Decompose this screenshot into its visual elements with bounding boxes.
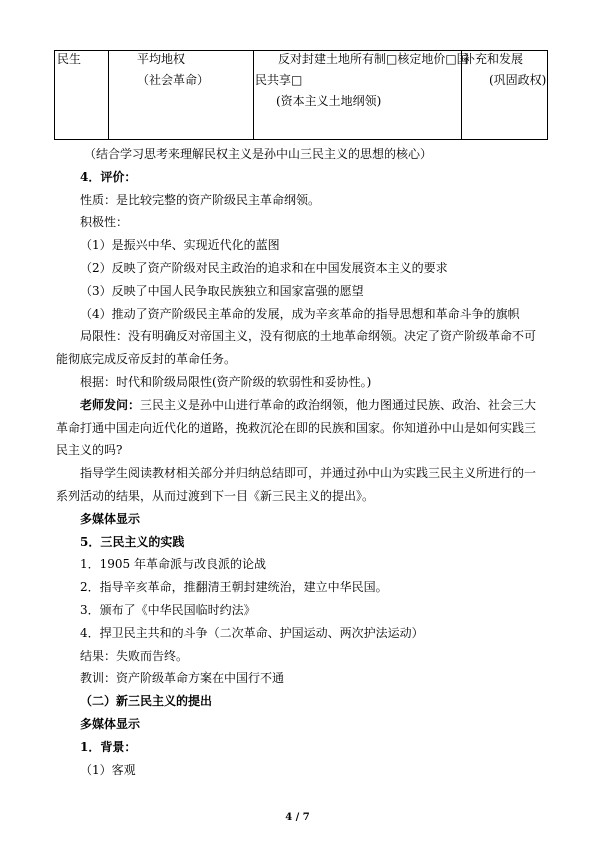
comparison-table [54, 50, 548, 140]
paragraph: 教训：资产阶级革命方案在中国行不通 [80, 671, 285, 685]
multimedia-label: 多媒体显示 [80, 717, 141, 731]
table-cell-relation [462, 51, 548, 140]
multimedia-label: 多媒体显示 [80, 512, 141, 526]
paragraph: 局限性：没有明确反对帝国主义，没有彻底的土地革命纲领。决定了资产阶级革命不可 [80, 329, 537, 343]
note-text: （结合学习思考来理解民权主义是孙中山三民主义的思想的核心） [84, 147, 433, 161]
cell-text: 民共享□ [255, 73, 303, 87]
paragraph: 民主义的吗? [56, 443, 123, 457]
list-item: 3．颁布了《中华民国临时约法》 [80, 603, 256, 617]
teacher-question-text: 三民主义是孙中山进行革命的政治纲领，他力图通过民族、政治、社会三大 [140, 398, 537, 412]
list-item: 1．1905 年革命派与改良派的论战 [80, 557, 266, 571]
cell-text: （社会革命） [137, 73, 210, 87]
list-item: 4．捍卫民主共和的斗争（二次革命、护国运动、两次护法运动） [80, 626, 424, 640]
list-item: （1）客观 [80, 763, 136, 777]
cell-text: 民生 [57, 52, 82, 66]
table-cell-program [254, 51, 469, 140]
paragraph: 积极性： [80, 215, 129, 229]
heading-background: 1．背景： [80, 740, 137, 754]
paragraph: 革命打通中国走向近代化的道路，挽救沉沦在即的民族和国家。你知道孙中山是如何实践三 [56, 421, 537, 435]
list-item: （2）反映了资产阶级对民主政治的追求和在中国发展资本主义的要求 [80, 261, 448, 275]
list-item: （3）反映了中国人民争取民族独立和国家富强的愿望 [80, 284, 364, 298]
table-row [55, 51, 548, 140]
teacher-question-label: 老师发问： [80, 398, 141, 412]
heading-evaluation: 4．评价： [80, 170, 137, 184]
list-item: （4）推动了资产阶级民主革命的发展，成为辛亥革命的指导思想和革命斗争的旗帜 [80, 307, 520, 321]
list-item: 2．指导辛亥革命，推翻清王朝封建统治，建立中华民国。 [80, 580, 388, 594]
cell-text: (巩固政权) [489, 73, 547, 87]
cell-text: 平均地权 [137, 52, 186, 66]
paragraph: 能彻底完成反帝反封的革命任务。 [56, 352, 237, 366]
paragraph: 指导学生阅读教材相关部分并归纳总结即可，并通过孙中山为实践三民主义所进行的一 [80, 466, 537, 480]
list-item: （1）是振兴中华、实现近代化的蓝图 [80, 238, 280, 252]
paragraph: 结果：失败而告终。 [80, 649, 189, 663]
table-cell-category [55, 51, 109, 140]
cell-text: 补充和发展 [463, 52, 524, 66]
paragraph: 性质：是比较完整的资产阶级民主革命纲领。 [80, 193, 321, 207]
page-number: 4 / 7 [285, 812, 310, 823]
cell-text: 反对封建土地所有制□核定地价□国 [278, 52, 469, 66]
paragraph: 系列活动的结果，从而过渡到下一目《新三民主义的提出》。 [56, 489, 375, 503]
table-cell-content [109, 51, 254, 140]
section-heading: （二）新三民主义的提出 [80, 694, 213, 708]
heading-practice: 5．三民主义的实践 [80, 535, 185, 549]
paragraph: 根据：时代和阶级局限性(资产阶级的软弱性和妥协性。) [80, 375, 372, 389]
teacher-question [80, 397, 536, 413]
cell-text: (资本主义土地纲领) [276, 94, 382, 108]
